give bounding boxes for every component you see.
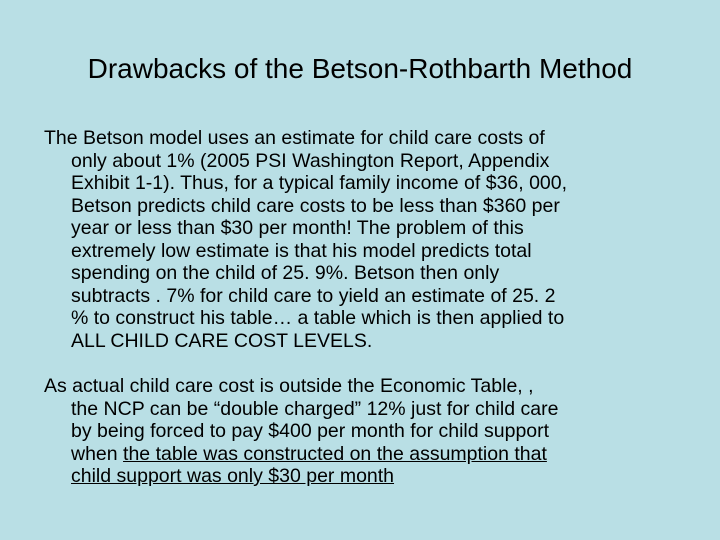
paragraph-line: Exhibit 1-1). Thus, for a typical family income of $36, 000, xyxy=(71,172,568,194)
paragraph-line xyxy=(44,443,694,466)
paragraph-double-charge xyxy=(44,375,694,488)
underlined-text: the table was constructed on the assumption that xyxy=(123,442,547,465)
paragraph-line: subtracts . 7% for child care to yield an estimate of 25. 2 xyxy=(71,284,556,307)
paragraph-line: by being forced to pay $400 per month for child support xyxy=(71,420,550,442)
paragraph-line: Betson predicts child care costs to be less than $360 per xyxy=(71,194,560,217)
paragraph-line: The Betson model uses an estimate for child care costs of xyxy=(44,127,545,149)
paragraph-line: extremely low estimate is that his model predicts total xyxy=(71,239,532,262)
paragraph-line: ALL CHILD CARE COST LEVELS. xyxy=(71,329,373,352)
paragraph-line: % to construct his table… a table which is then applied to xyxy=(71,307,565,329)
paragraph-line: only about 1% (2005 PSI Washington Report, Appendix xyxy=(71,149,550,172)
paragraph-line xyxy=(44,465,694,488)
paragraph-line: spending on the child of 25. 9%. Betson then only xyxy=(71,262,500,284)
underlined-text: child support was only $30 per month xyxy=(71,465,395,487)
slide-title: Drawbacks of the Betson-Rothbarth Method xyxy=(87,53,633,84)
paragraph-betson-estimate xyxy=(44,127,694,352)
paragraph-line: year or less than $30 per month! The problem of this xyxy=(71,217,524,239)
paragraph-line: As actual child care cost is outside the Economic Table, , xyxy=(44,375,534,397)
line-text-plain: when xyxy=(71,442,124,465)
paragraph-line: the NCP can be “double charged” 12% just for child care xyxy=(71,397,559,420)
